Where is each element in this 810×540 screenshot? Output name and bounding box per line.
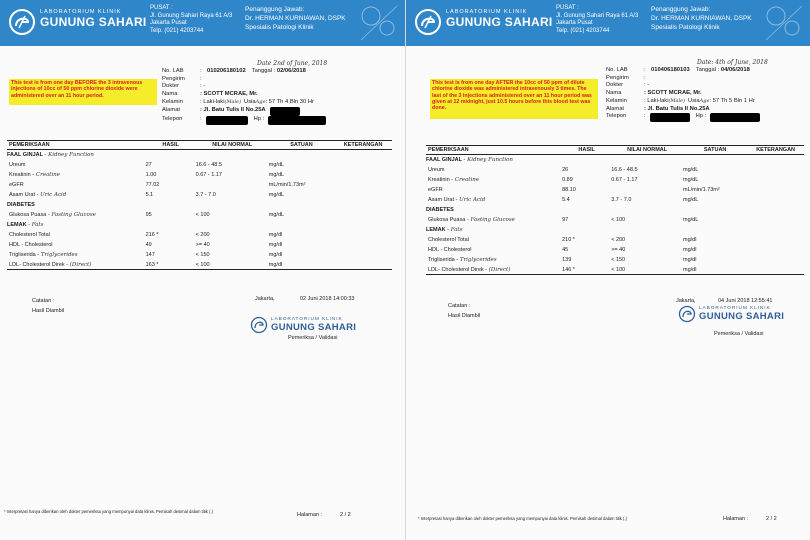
stamp-lab-name: GUNUNG SAHARI [699,311,785,322]
test-handnote: - Uric Acid [455,197,486,203]
col-nilai-normal: NILAI NORMAL [627,147,668,153]
test-handnote: - Fasting Glucose [47,212,96,218]
section-title [426,225,804,235]
pusat-line: PUSAT : [150,5,173,11]
test-result: 210 * [562,237,575,243]
section-label: DIABETES [426,207,454,213]
section-label: DIABETES [7,202,35,208]
redacted-block [270,107,300,116]
test-result: 5.1 [145,192,154,198]
lab-name: GUNUNG SAHARI [40,15,147,29]
clinic-logo-icon [414,8,442,36]
test-unit: mg/dL [268,192,285,198]
stamp-lab-small: LABORATORIUM KLINIK [271,317,343,322]
test-name: Cholesterol Total [9,232,50,238]
test-reference: < 200 [611,237,626,243]
stamp-lab-name: GUNUNG SAHARI [271,322,357,333]
results-table-header [7,140,392,150]
label-tanggal: Tanggal [695,67,716,73]
handwritten-date: Date 2nd of June, 2018 [257,60,328,67]
hasil-diambil-label: Hasil Diambil [448,313,481,319]
handwritten-date: Date: 4th of June, 2018 [697,59,768,66]
table-row [7,230,392,240]
section-label: LEMAK [7,222,27,228]
test-name: Asam Urat [428,197,454,203]
label-telepon: Telepon [162,115,183,122]
test-result: 26 [562,167,569,173]
test-reference: < 100 [611,217,626,223]
table-row [426,215,804,225]
section-title [7,200,392,210]
table-row [7,190,392,200]
label-kelamin: Kelamin [162,98,183,105]
test-handnote: - Triglycerides [456,257,497,263]
lab-report-page-after [405,0,810,540]
validation-stamp [250,316,356,341]
pj-line: Spesialis Patologi Klinik [245,24,314,31]
lab-name: GUNUNG SAHARI [446,15,553,29]
test-result: 88.10 [562,187,576,193]
validation-stamp [678,305,784,337]
section-handnote: - Kidney Function [44,152,94,158]
test-reference: 0.67 - 1.17 [195,172,222,178]
print-time: 04 Juni 2018 12:55:41 [718,298,773,304]
pj-line: Dr. HERMAN KURNIAWAN, DSPK [245,15,346,22]
gender-handnote: (Male) [224,98,242,105]
label-no-lab: No. LAB [162,68,184,74]
clinic-logo-icon [8,8,36,36]
redacted-block [268,116,326,125]
hasil-diambil-label: Hasil Diambil [32,308,65,314]
pusat-line: Telp. (021) 4203744 [150,27,204,34]
pusat-line: PUSAT : [556,5,579,11]
dokter-value: : - [644,82,650,89]
test-name: Asam Urat [9,192,35,198]
test-reference: < 150 [611,257,626,263]
age-value: : 57 Th 5 Bln 1 Hr [709,97,755,104]
test-reference: >= 40 [611,247,626,253]
patient-info: No. LAB : 010206180102 Tanggal : 02/06/2018 Pengirim : Dokter : - Nama : SCOTT MCRAE, Mr. Kelamin : Laki-laki (Male) Usia Age : 57 Th 4 Bln 30 Hr Alamat : Jl. Batu Tulis II No.25A Telepon : Hp : [162,68,397,125]
clinic-logo-icon [250,316,268,334]
test-reference: 16.6 - 48.5 [195,162,222,168]
test-unit: mL/min/1.73m² [268,182,306,188]
section-title [426,205,804,215]
report-header [0,0,405,46]
label-dokter: Dokter [162,83,180,90]
col-keterangan: KETERANGAN [343,142,383,148]
print-city: Jakarta, [255,296,275,302]
page-number: 2 / 2 [340,512,351,518]
test-name: Glukosa Puasa [9,212,47,218]
test-result: 1.00 [145,172,157,178]
table-row [426,195,804,205]
age-value: : 57 Th 4 Bln 30 Hr [265,98,314,105]
test-reference: < 150 [195,252,210,258]
label-alamat: Alamat [606,105,625,112]
test-result: 163 * [145,261,159,268]
responsible-doctor [651,5,752,32]
halaman-label: Halaman : [297,512,323,518]
redacted-block [650,113,690,122]
yellow-annotation-note: This test is from one day AFTER the 10cc of 50 ppm of dilute chlorine dioxide was administered intravenously 3 times. The last of the 3 injections administered over an 11 hour period was given at 12 midnight, just 10.5 hours before this blood test was done. [430,79,598,119]
test-name: eGFR [428,187,443,193]
label-hp: Hp [695,113,704,120]
test-result: 147 [145,252,155,258]
address-value: : Jl. Batu Tulis II No.25A [200,106,266,113]
pengirim-value: : [644,74,646,81]
page-number: 2 / 2 [766,516,777,522]
telepon-value: : [644,113,646,120]
results-table-header [426,145,804,155]
pj-line: Penanggung Jawab: [651,6,711,13]
table-row [426,265,804,275]
stamp-lab-small: LABORATORIUM KLINIK [699,306,771,311]
pj-line: Dr. HERMAN KURNIAWAN, DSPK [651,15,752,22]
test-unit: mg/dL [268,212,285,218]
test-reference: >= 40 [195,242,210,248]
col-pemeriksaan: PEMERIKSAAN [9,142,50,148]
test-unit: mg/dl [683,266,697,273]
test-unit: mg/dL [268,162,285,168]
section-handnote: - Kidney Function [463,157,513,163]
test-unit: mg/dl [268,232,283,238]
section-handnote: - Fats [28,222,44,228]
lab-number: 010206180102 [207,68,246,74]
gender-value: : Laki-laki [644,97,669,104]
test-name: LDL- Cholesterol Direk [428,266,484,273]
test-unit: mg/dl [683,237,697,243]
pusat-line: Jakarta Pusat [150,20,187,26]
table-row [7,250,392,260]
print-time: 02 Juni 2018 14:00:33 [300,296,355,302]
pengirim-value: : [200,75,202,82]
catatan-label: Catatan : [448,303,471,309]
gender-handnote: (Male) [668,97,686,104]
test-name: Kreatinin [9,172,31,178]
test-name: Cholesterol Total [428,237,469,243]
section-label: LEMAK [426,227,446,233]
report-header [406,0,810,46]
col-keterangan: KETERANGAN [756,147,796,153]
test-result: 146 * [562,266,575,273]
test-reference: < 100 [195,212,210,218]
patient-name: : SCOTT MCRAE, Mr. [644,90,702,97]
test-name: Glukosa Puasa [428,217,466,223]
test-handnote: - Fasting Glucose [466,217,515,223]
test-name: HDL - Cholesterol [428,247,472,253]
test-reference: < 200 [195,232,210,238]
label-nama: Nama [606,90,622,97]
test-result: 0.89 [562,177,573,183]
pj-line: Penanggung Jawab: [245,6,305,13]
test-reference: 16.6 - 48.5 [611,167,638,173]
test-unit: mg/dL [683,217,699,223]
clinic-logo-icon [678,305,696,323]
table-row [426,235,804,245]
label-dokter: Dokter [606,82,624,89]
head-office-address [150,5,232,35]
responsible-doctor [245,5,346,32]
test-result: 77.02 [145,182,160,188]
results-table [7,140,392,270]
table-row [7,260,392,270]
label-telepon: Telepon [606,113,627,120]
lab-number: 010406180103 [651,67,690,73]
col-satuan: SATUAN [290,142,313,148]
test-unit: mg/dl [683,247,697,253]
pusat-line: Telp. (021) 4203744 [556,27,610,34]
section-label: FAAL GINJAL [7,152,43,158]
test-handnote: - Uric Acid [36,192,67,198]
test-reference: 3.7 - 7.0 [611,197,632,203]
col-hasil: HASIL [578,147,595,153]
test-unit: mg/dl [268,242,283,248]
test-handnote: - Triglycerides [37,252,78,258]
age-handnote: Age [699,97,710,104]
test-result: 97 [562,217,569,223]
test-name: Trigliserida [9,252,36,258]
table-row [7,170,392,180]
label-usia: Usia [688,97,700,104]
test-unit: mg/dl [268,252,283,258]
table-row [426,175,804,185]
test-result: 49 [145,242,152,248]
pj-line: Spesialis Patologi Klinik [651,24,720,31]
test-result: 95 [145,212,152,218]
label-tanggal: Tanggal [251,68,272,74]
interpretation-note: * Interpretasi hanya diberikan oleh dokter pemeriksa yang mempunyai data klinis. Pemisah desimal dalam titik (.) [4,509,214,514]
test-handnote: - Creatine [451,177,479,183]
test-unit: mg/dL [683,167,699,173]
test-name: eGFR [9,182,24,188]
test-name: HDL - Cholesterol [9,242,53,248]
test-unit: mg/dL [683,197,699,203]
test-name: LDL- Cholesterol Direk [9,261,65,268]
section-title [7,220,392,230]
interpretation-note: * Interpretasi hanya diberikan oleh dokter pemeriksa yang mempunyai data klinis. Pemisah desimal dalam titik (.) [418,516,628,521]
test-unit: mg/dl [268,261,283,268]
print-city: Jakarta, [676,298,696,304]
patient-name: : SCOTT MCRAE, Mr. [200,91,258,98]
catatan-label: Catatan : [32,298,55,304]
table-row [7,180,392,190]
header-decoration-icon [764,4,804,42]
section-label: FAAL GINJAL [426,157,462,163]
test-handnote: - Creatine [32,172,60,178]
test-result: 216 * [145,232,159,238]
test-name: Trigliserida [428,257,455,263]
dokter-value: : - [200,83,206,90]
test-name: Kreatinin [428,177,450,183]
col-pemeriksaan: PEMERIKSAAN [428,147,469,153]
table-row [426,245,804,255]
test-date: 04/06/2018 [720,67,750,73]
test-reference: < 100 [611,266,626,273]
lab-name-small: LABORATORIUM KLINIK [40,9,122,15]
table-row [426,185,804,195]
pusat-line: Jl. Gunung Sahari Raya 61 A/3 [150,12,233,19]
col-satuan: SATUAN [703,147,727,153]
lab-name-small: LABORATORIUM KLINIK [446,9,528,15]
halaman-label: Halaman : [723,516,749,522]
label-alamat: Alamat [162,106,181,113]
label-nama: Nama [162,91,178,98]
label-no-lab: No. LAB [606,67,628,73]
pemeriksa-label: Pemeriksa / Validasi [288,335,338,341]
patient-info: No. LAB : 010406180103 Tanggal : 04/06/2018 Pengirim : Dokter : - Nama : SCOTT MCRAE, Mr. Kelamin : Laki-laki (Male) Usia Age : 57 Th 5 Bln 1 Hr Alamat : Jl. Batu Tulis II No.25A Telepon : Hp : [606,67,806,122]
col-hasil: HASIL [162,142,179,148]
redacted-block [206,116,248,125]
label-kelamin: Kelamin [606,97,627,104]
test-result: 45 [562,247,569,253]
label-usia: Usia [244,98,256,105]
test-reference: < 100 [195,261,210,268]
test-result: 5.4 [562,197,570,203]
table-row [426,165,804,175]
pusat-line: Jl. Gunung Sahari Raya 61 A/3 [556,12,639,19]
address-value: : Jl. Batu Tulis II No.25A [644,105,710,112]
test-result: 139 [562,257,572,263]
telepon-value: : [200,115,202,122]
test-name: Ureum [9,162,26,168]
age-handnote: Age [255,98,266,105]
test-unit: mg/dL [683,177,699,183]
table-row [426,255,804,265]
pusat-line: Jakarta Pusat [556,20,593,26]
table-row [7,160,392,170]
table-row [7,240,392,250]
section-handnote: - Fats [447,227,463,233]
test-unit: mg/dL [268,172,285,178]
test-date: 02/06/2018 [276,68,306,74]
test-reference: 3.7 - 7.0 [195,192,216,198]
table-row [7,210,392,220]
test-reference: 0.67 - 1.17 [611,177,638,183]
pemeriksa-label: Pemeriksa / Validasi [714,331,764,337]
label-pengirim: Pengirim [162,75,185,82]
test-unit: mL/min/1.73m² [683,187,720,193]
col-nilai-normal: NILAI NORMAL [212,142,253,148]
test-result: 27 [145,162,152,168]
redacted-block [710,113,760,122]
test-handnote: - (Direct) [66,261,92,268]
label-hp: Hp [253,115,262,122]
results-table [426,145,804,275]
gender-value: : Laki-laki [200,98,225,105]
label-pengirim: Pengirim [606,74,629,81]
test-handnote: - (Direct) [485,266,511,273]
header-decoration-icon [359,4,399,42]
section-title [7,150,392,160]
head-office-address [556,5,638,35]
yellow-annotation-note: This test is from one day BEFORE the 3 intravenous injections of 10cc of 50 ppm chlorine dioxide were administered over an 11 hour period. [9,79,157,105]
test-unit: mg/dl [683,257,697,263]
test-name: Ureum [428,167,445,173]
section-title [426,155,804,165]
